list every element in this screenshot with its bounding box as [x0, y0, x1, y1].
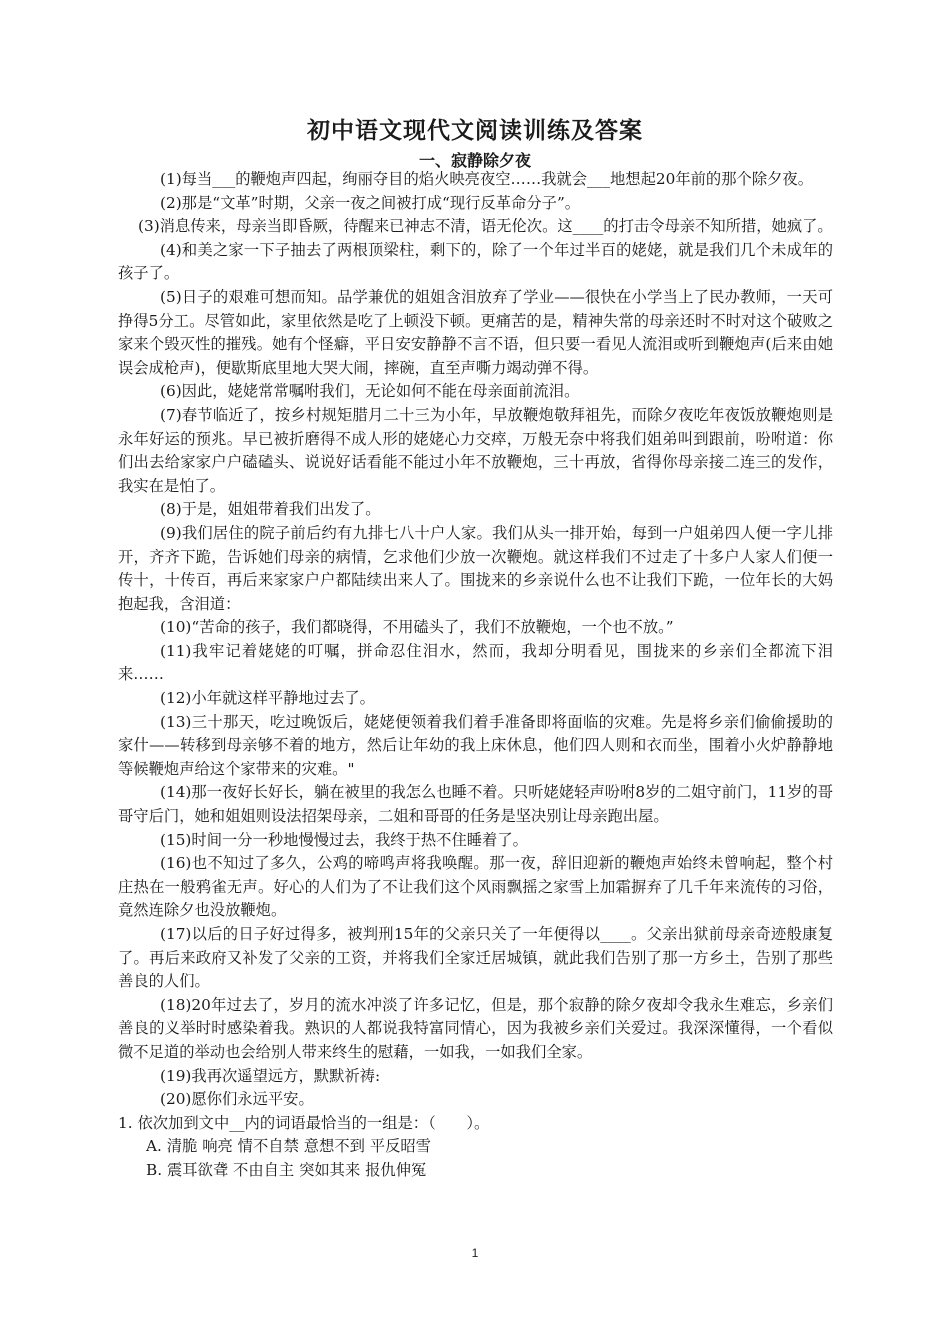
question-1: 1. 依次加到文中__内的词语最恰当的一组是：（ ）。	[118, 1113, 490, 1132]
paragraph-10: (10)“苦命的孩子，我们都晓得，不用磕头了，我们不放鞭炮，一个也不放。”	[160, 618, 674, 637]
paragraph-6: (6)因此，姥姥常常嘱咐我们，无论如何不能在母亲面前流泪。	[160, 382, 580, 401]
paragraph-12: (12)小年就这样平静地过去了。	[160, 689, 375, 708]
paragraph-17: (17)以后的日子好过得多，被判刑15年的父亲只关了一年便得以____。父亲出狱前母亲奇迹般康复了。再后来政府又补发了父亲的工资，并将我们全家迁居城镇，就此我们告别了那一方乡土，告别了那些善良的人们。	[118, 925, 833, 991]
paragraph-15: (15)时间一分一秒地慢慢过去，我终于热不住睡着了。	[160, 830, 528, 849]
paragraph-16: (16)也不知过了多久，公鸡的啼鸣声将我唤醒。那一夜，辞旧迎新的鞭炮声始终未曾响起，整个村庄热在一般鸦雀无声。好心的人们为了不让我们这个风雨飘摇之家雪上加霜摒弃了几千年来流传的习俗，竟然连除夕也没放鞭炮。	[118, 854, 833, 920]
paragraph-20: (20)愿你们永远平安。	[160, 1090, 314, 1109]
paragraph-18: (18)20年过去了，岁月的流水冲淡了许多记忆，但是，那个寂静的除夕夜却令我永生难忘，乡亲们善良的义举时时感染着我。熟识的人都说我特富同情心，因为我被乡亲们关爱过。我深深懂得，一个看似微不足道的举动也会给别人带来终生的慰藉，一如我，一如我们全家。	[118, 995, 833, 1061]
paragraph-19: (19)我再次遥望远方，默默祈祷:	[160, 1066, 381, 1085]
paragraph-4: (4)和美之家一下子抽去了两根顶梁柱，剩下的，除了一个年过半百的姥姥，就是我们几个未成年的孩子了。	[118, 240, 833, 283]
paragraph-3: (3)消息传来，母亲当即昏厥，待醒来已神志不清，语无伦次。这____的打击令母亲不知所措，她疯了。	[138, 217, 833, 236]
option-a: A. 清脆 响亮 情不自禁 意想不到 平反昭雪	[146, 1137, 431, 1156]
section-title: 一、寂静除夕夜	[418, 151, 531, 170]
paragraph-8: (8)于是，姐姐带着我们出发了。	[160, 500, 381, 519]
paragraph-13: (13)三十那天，吃过晚饭后，姥姥便领着我们着手准备即将面临的灾难。先是将乡亲们偷偷援助的家什——转移到母亲够不着的地方，然后让年幼的我上床休息，他们四人则和衣而坐，围着小火炉静静地等候鞭炮声给这个家带来的灾难。"	[118, 712, 833, 778]
paragraph-9: (9)我们居住的院子前后约有九排七八十户人家。我们从头一排开始，每到一户姐弟四人便一字儿排开，齐齐下跪，告诉她们母亲的病情，乞求他们少放一次鞭炮。就这样我们不过走了十多户人家人们便一传十，十传百，再后来家家户户都陆续出来人了。围拢来的乡亲说什么也不让我们下跪，一位年长的大妈抱起我，含泪道：	[118, 523, 833, 613]
paragraph-14: (14)那一夜好长好长，躺在被里的我怎么也睡不着。只听姥姥轻声吩咐8岁的二姐守前门，11岁的哥哥守后门，她和姐姐则设法招架母亲，二姐和哥哥的任务是坚决别让母亲跑出屋。	[118, 783, 833, 826]
paragraph-5: (5)日子的艰难可想而知。品学兼优的姐姐含泪放弃了学业——很快在小学当上了民办教师，一天可挣得5分工。尽管如此，家里依然是吃了上顿没下顿。更痛苦的是，精神失常的母亲还时不时对这个破败之家来个毁灭性的摧残。她有个怪癖，平日安安静静不言不语，但只要一看见人流泪或听到鞭炮声(后来由她误会成枪声)，便歇斯底里地大哭大闹，摔碗，直至声嘶力竭动弹不得。	[118, 287, 833, 377]
page-number: 1	[471, 1246, 479, 1260]
paragraph-1: (1)每当___的鞭炮声四起，绚丽夺目的焰火映亮夜空……我就会___地想起20年前的那个除夕夜。	[160, 170, 814, 188]
document-title: 初中语文现代文阅读训练及答案	[307, 117, 643, 144]
option-b: B. 震耳欲聋 不由自主 突如其来 报仇伸冤	[146, 1160, 427, 1179]
paragraph-11: (11)我牢记着姥姥的叮嘱，拼命忍住泪水，然而，我却分明看见，围拢来的乡亲们全都流下泪来……	[118, 641, 833, 684]
paragraph-7: (7)春节临近了，按乡村规矩腊月二十三为小年，早放鞭炮敬拜祖先，而除夕夜吃年夜饭放鞭炮则是永年好运的预兆。早已被折磨得不成人形的姥姥心力交瘁，万般无奈中将我们姐弟叫到跟前，吩咐道：你们出去给家家户户磕磕头、说说好话看能不能过小年不放鞭炮，三十再放，省得你母亲接二连三的发作，我实在是怕了。	[118, 405, 833, 495]
article-body	[118, 168, 833, 1183]
paragraph-2: (2)那是“文革”时期，父亲一夜之间被打成“现行反革命分子”。	[160, 193, 581, 212]
